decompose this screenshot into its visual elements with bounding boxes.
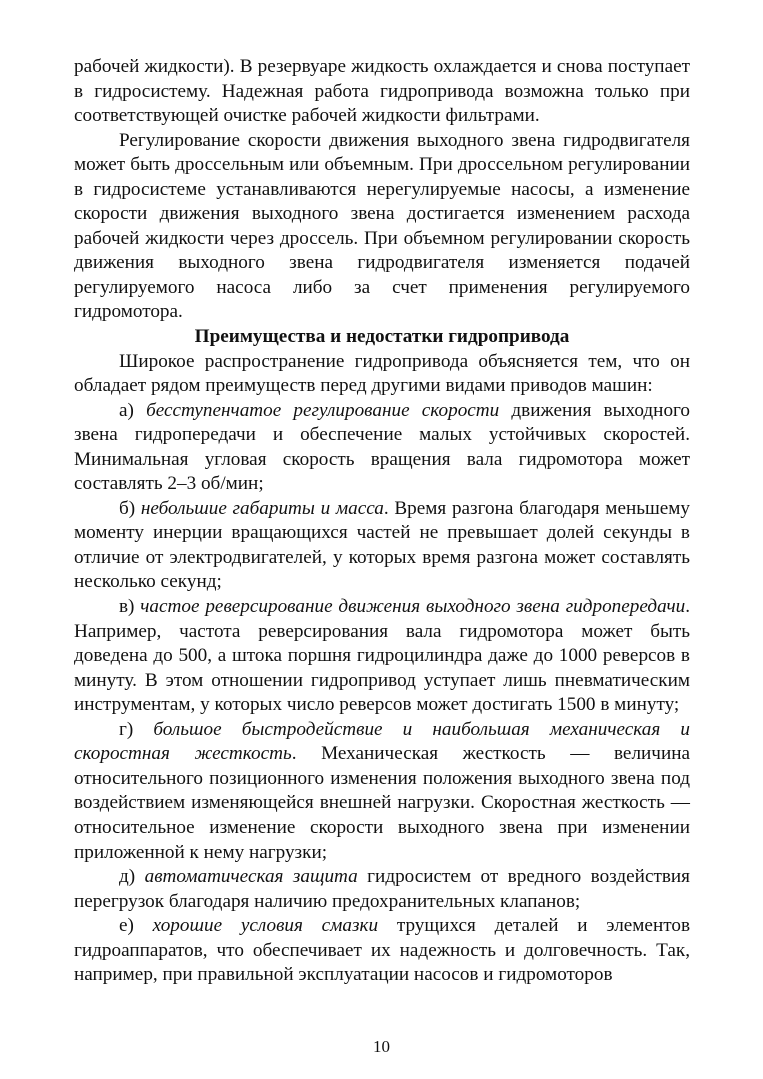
list-item-b [74, 497, 690, 595]
list-item-text: гидросистем от вредного воздействия перегрузок благодаря наличию предохранительных клапанов; [74, 866, 690, 912]
list-item-a [74, 399, 690, 497]
list-item-g [74, 718, 690, 865]
list-marker: д) [119, 866, 136, 888]
list-marker: г) [119, 718, 134, 740]
document-page [74, 55, 690, 988]
list-item-term: автоматическая защита [144, 866, 358, 888]
list-item-term: большое быстродействие и наибольшая механическая и скоростная жесткость [74, 718, 690, 765]
list-item-v [74, 595, 690, 718]
list-item-text: . Время разгона благодаря меньшему моменту инерции вращающихся частей не превышает долей секунды в отличие от электродвигателей, у которых время разгона может составлять несколько секунд; [74, 497, 691, 593]
list-item-e [74, 914, 690, 988]
list-item-term: небольшие габариты и масса [140, 497, 384, 519]
list-item-term: хорошие условия смазки [152, 915, 379, 937]
section-heading: Преимущества и недостатки гидропривода [194, 326, 570, 348]
paragraph-continuation: рабочей жидкости). В резервуаре жидкость охлаждается и снова поступает в гидросистему. Надежная работа гидропривода возможна только при соответствующей очистке рабочей жидкости фильтрами. [74, 56, 690, 127]
page-number: 10 [373, 1037, 390, 1056]
paragraph-regulation: Регулирование скорости движения выходного звена гидродвигателя может быть дроссельным или объемным. При дроссельном регулировании в гидросистеме устанавливаются нерегулируемые насосы, а изменение скорости движения выходного звена достигается изменением расхода рабочей жидкости через дроссель. При объемном регулировании скорость движения выходного звена гидродвигателя изменяется подачей регулируемого насоса либо за счет применения регулируемого гидромотора. [74, 129, 690, 323]
list-marker: б) [119, 497, 136, 519]
list-item-text: трущихся деталей и элементов гидроаппаратов, что обеспечивает их надежность и долговечность. Так, например, при правильной эксплуатации насосов и гидромоторов [74, 915, 691, 986]
list-item-text: . Механическая жесткость — величина относительного позиционного изменения положения выходного звена под воздействием изменяющейся внешней нагрузки. Скоростная жесткость — относительное изменение скорости выходного звена при изменении приложенной к нему нагрузки; [74, 743, 690, 863]
list-marker: а) [119, 399, 134, 421]
list-item-term: частое реверсирование движения выходного звена гидропередачи [140, 596, 686, 618]
list-marker: е) [119, 915, 134, 937]
list-item-term: бесступенчатое регулирование скорости [146, 399, 500, 421]
list-item-text: движения выходного звена гидропередачи и обеспечение малых устойчивых скоростей. Минимальная угловая скорость вращения вала гидромотора может составлять 2–3 об/мин; [74, 399, 691, 495]
list-marker: в) [119, 596, 135, 618]
list-item-d [74, 865, 690, 914]
paragraph-intro: Широкое распространение гидропривода объясняется тем, что он обладает рядом преимуществ перед другими видами приводов машин: [74, 350, 690, 397]
list-item-text: . Например, частота реверсирования вала гидромотора может быть доведена до 500, а штока поршня гидроцилиндра даже до 1000 реверсов в минуту. В этом отношении гидропривод уступает лишь пневматическим инструментам, у которых число реверсов может достигать 1500 в минуту; [74, 596, 691, 716]
